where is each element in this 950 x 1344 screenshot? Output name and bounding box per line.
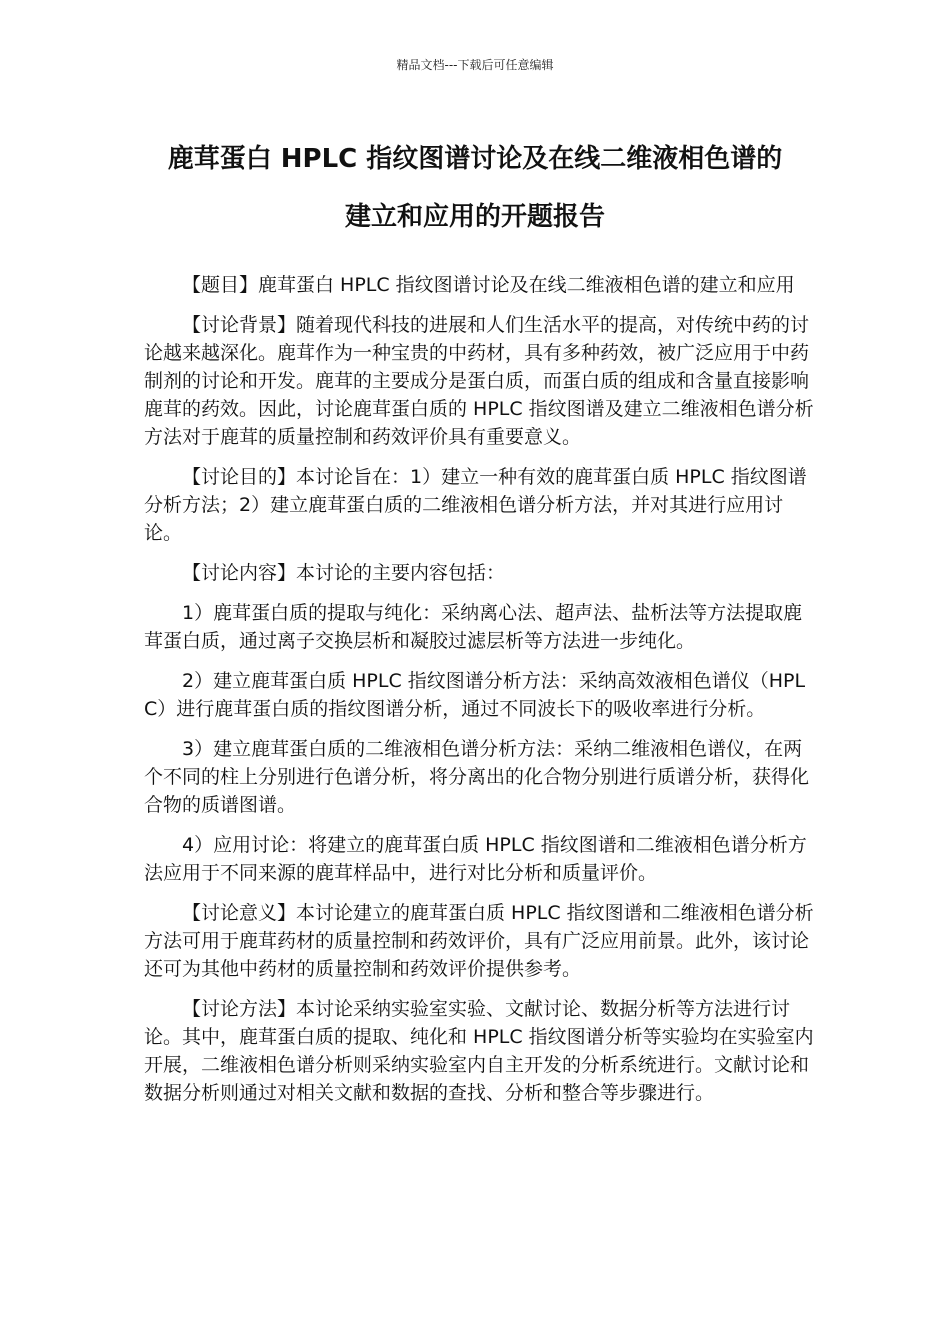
document-title <box>130 130 820 246</box>
document-body <box>144 271 816 1119</box>
paragraph-significance: 【讨论意义】本讨论建立的鹿茸蛋白质 HPLC 指纹图谱和二维液相色谱分析方法可用于鹿茸药材的质量控制和药效评价，具有广泛应用前景。此外，该讨论还可为其他中药材的质量控制和药效评价提供参考。 <box>144 902 814 980</box>
page-header-watermark: 精品文档---下载后可任意编辑 <box>396 58 554 72</box>
paragraph-content-intro: 【讨论内容】本讨论的主要内容包括： <box>182 562 506 584</box>
document-title-line-1: 鹿茸蛋白 HPLC 指纹图谱讨论及在线二维液相色谱的 <box>167 144 783 174</box>
paragraph-objective: 【讨论目的】本讨论旨在：1）建立一种有效的鹿茸蛋白质 HPLC 指纹图谱分析方法；2）建立鹿茸蛋白质的二维液相色谱分析方法，并对其进行应用讨论。 <box>144 466 807 544</box>
paragraph-background: 【讨论背景】随着现代科技的进展和人们生活水平的提高，对传统中药的讨论越来越深化。鹿茸作为一种宝贵的中药材，具有多种药效，被广泛应用于中药制剂的讨论和开发。鹿茸的主要成分是蛋白质，而蛋白质的组成和含量直接影响鹿茸的药效。因此，讨论鹿茸蛋白质的 HPLC 指纹图谱及建立二维液相色谱分析方法对于鹿茸的质量控制和药效评价具有重要意义。 <box>144 314 814 448</box>
paragraph-content-item-1: 1）鹿茸蛋白质的提取与纯化：采纳离心法、超声法、盐析法等方法提取鹿茸蛋白质，通过离子交换层析和凝胶过滤层析等方法进一步纯化。 <box>144 602 803 652</box>
paragraph-methods: 【讨论方法】本讨论采纳实验室实验、文献讨论、数据分析等方法进行讨论。其中，鹿茸蛋白质的提取、纯化和 HPLC 指纹图谱分析等实验均在实验室内开展，二维液相色谱分析则采纳实验室内自主开发的分析系统进行。文献讨论和数据分析则通过对相关文献和数据的查找、分析和整合等步骤进行。 <box>144 998 814 1104</box>
document-title-line-2: 建立和应用的开题报告 <box>344 202 605 232</box>
paragraph-content-item-2: 2）建立鹿茸蛋白质 HPLC 指纹图谱分析方法：采纳高效液相色谱仪（HPLC）进行鹿茸蛋白质的指纹图谱分析，通过不同波长下的吸收率进行分析。 <box>144 670 806 720</box>
paragraph-topic: 【题目】鹿茸蛋白 HPLC 指纹图谱讨论及在线二维液相色谱的建立和应用 <box>182 274 795 296</box>
paragraph-content-item-3: 3）建立鹿茸蛋白质的二维液相色谱分析方法：采纳二维液相色谱仪，在两个不同的柱上分别进行色谱分析，将分离出的化合物分别进行质谱分析，获得化合物的质谱图谱。 <box>144 738 810 816</box>
paragraph-content-item-4: 4）应用讨论：将建立的鹿茸蛋白质 HPLC 指纹图谱和二维液相色谱分析方法应用于不同来源的鹿茸样品中，进行对比分析和质量评价。 <box>144 834 807 884</box>
